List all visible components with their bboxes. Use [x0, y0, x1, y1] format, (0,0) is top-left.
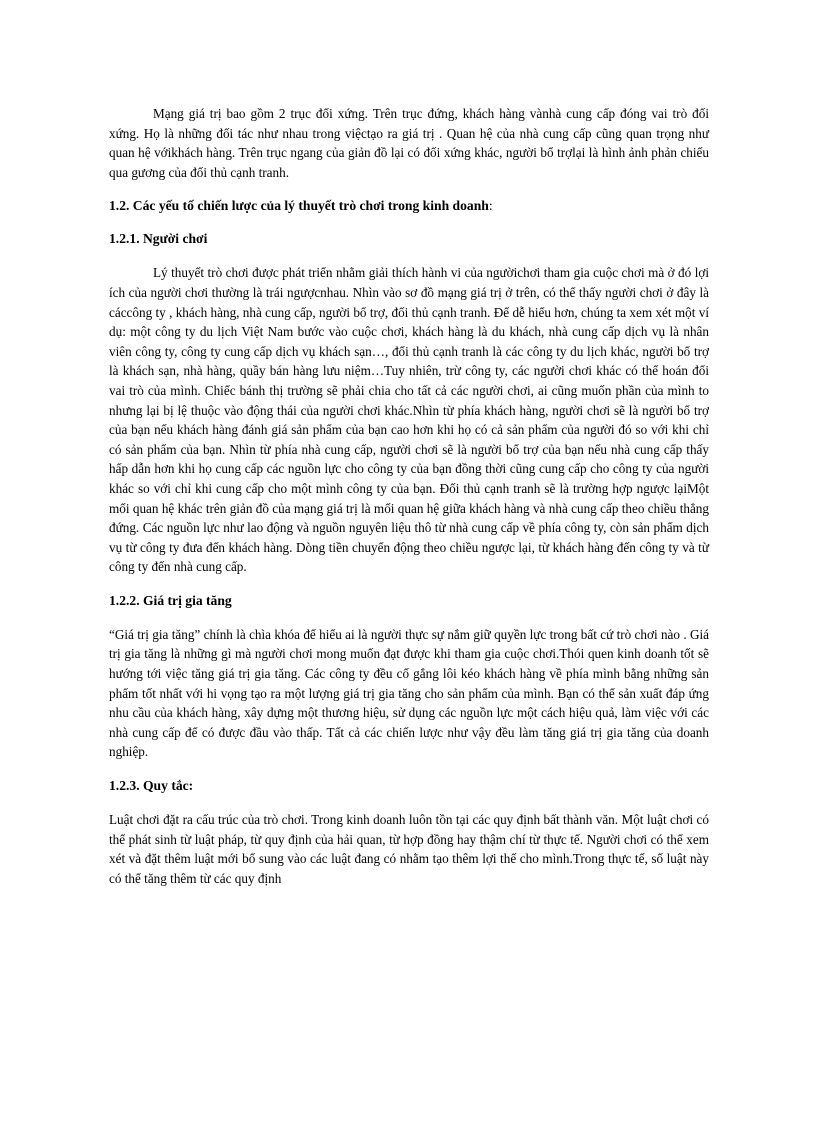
heading-section-1-2-text: 1.2. Các yếu tố chiến lược của lý thuyết trò chơi trong kinh doanh [109, 198, 489, 214]
document-body [109, 104, 709, 888]
heading-section-1-2-colon: : [488, 198, 493, 214]
heading-section-1-2-3: 1.2.3. Quy tắc: [109, 778, 194, 794]
paragraph-added-value: “Giá trị gia tăng” chính là chìa khóa để hiểu ai là người thực sự nắm giữ quyền lực trong bất cứ trò chơi nào . Giá trị gia tăng là những gì mà người chơi mong muốn đạt được khi tham gia cuộc chơi.Thói quen kinh doanh tốt sẽ hướng tới việc tăng giá trị gia tăng. Các công ty đều cố gắng lôi kéo khách hàng về phía mình bằng những sản phẩm tốt nhất với hi vọng tạo ra một lượng giá trị gia tăng cho sản phẩm của mình. Bạn có thể sản xuất đáp ứng nhu cầu của khách hàng, xây dựng một thương hiệu, sử dụng các nguồn lực một cách hiệu quả, làm việc với các nhà cung cấp để có được đầu vào thấp. Tất cả các chiến lược như vậy đều làm tăng giá trị gia tăng của doanh nghiệp. [109, 626, 709, 760]
heading-section-1-2-1: 1.2.1. Người chơi [109, 231, 208, 247]
heading-section-1-2 [109, 196, 709, 215]
heading-section-1-2-2: 1.2.2. Giá trị gia tăng [109, 592, 232, 608]
paragraph-players: Lý thuyết trò chơi được phát triển nhằm giải thích hành vi của ngườichơi tham gia cuộc chơi mà ở đó lợi ích của người chơi thường là trái ngượcnhau. Nhìn vào sơ đồ mạng giá trị ở trên, có thể thấy người chơi ở đây là cáccông ty , khách hàng, nhà cung cấp, người bổ trợ, đối thủ cạnh tranh. Để dễ hiểu hơn, chúng ta xem xét một ví dụ: một công ty du lịch Việt Nam bước vào cuộc chơi, khách hàng là du khách, nhà cung cấp dịch vụ là nhân viên công ty, công ty cung cấp dịch vụ khách sạn…, đối thủ cạnh tranh là các công ty du lịch khác, người bổ trợ là khách sạn, nhà hàng, quầy bán hàng lưu niệm…Tuy nhiên, trừ công ty, các người chơi khác có thể hoán đổi vai trò của mình. Chiếc bánh thị trường sẽ phải chia cho tất cả các người chơi, ai cũng muốn phần của mình to nhưng lại bị lệ thuộc vào động thái của người chơi khác.Nhìn từ phía khách hàng, người chơi sẽ là người bổ trợ của bạn nếu khách hàng đánh giá sản phẩm của bạn cao hơn khi họ có cả sản phẩm của người đó so với khi chỉ có sản phẩm của bạn. Nhìn từ phía nhà cung cấp, người chơi sẽ là người bổ trợ của bạn nếu nhà cung cấp thấy hấp dẫn hơn khi họ cung cấp các nguồn lực cho công ty của bạn đồng thời cũng cung cấp cho công ty của người khác so với chỉ khi cung cấp cho một mình công ty của bạn. Đối thủ cạnh tranh sẽ là trường hợp ngược lạiMột mối quan hệ khác trên giản đồ của mạng giá trị là mối quan hệ giữa khách hàng và nhà cung cấp theo chiều thẳng đứng. Các nguồn lực như lao động và nguồn nguyên liệu thô từ nhà cung cấp về phía công ty, còn sản phẩm dịch vụ từ công ty đưa đến khách hàng. Dòng tiền chuyển động theo chiều ngược lại, từ khách hàng đến công ty và từ công ty đến nhà cung cấp. [109, 265, 709, 575]
paragraph-value-network: Mạng giá trị bao gồm 2 trục đối xứng. Trên trục đứng, khách hàng vànhà cung cấp đóng vai trò đối xứng. Họ là những đối tác như nhau trong việctạo ra giá trị . Quan hệ của nhà cung cấp cũng quan trọng như quan hệ vớikhách hàng. Trên trục ngang của giản đồ lại có đối xứng khác, người bổ trợlại là hình ảnh phản chiếu qua gương của đối thủ cạnh tranh. [109, 106, 709, 180]
paragraph-rules: Luật chơi đặt ra cấu trúc của trò chơi. Trong kinh doanh luôn tồn tại các quy định bất thành văn. Một luật chơi có thể phát sinh từ luật pháp, từ quy định của hải quan, từ hợp đồng hay thậm chí từ thực tế. Người chơi có thể xem xét và đặt thêm luật mới bổ sung vào các luật đang có nhằm tạo thêm lợi thế cho mình.Trong thực tế, số luật này có thể tăng thêm từ các quy định [109, 812, 709, 886]
